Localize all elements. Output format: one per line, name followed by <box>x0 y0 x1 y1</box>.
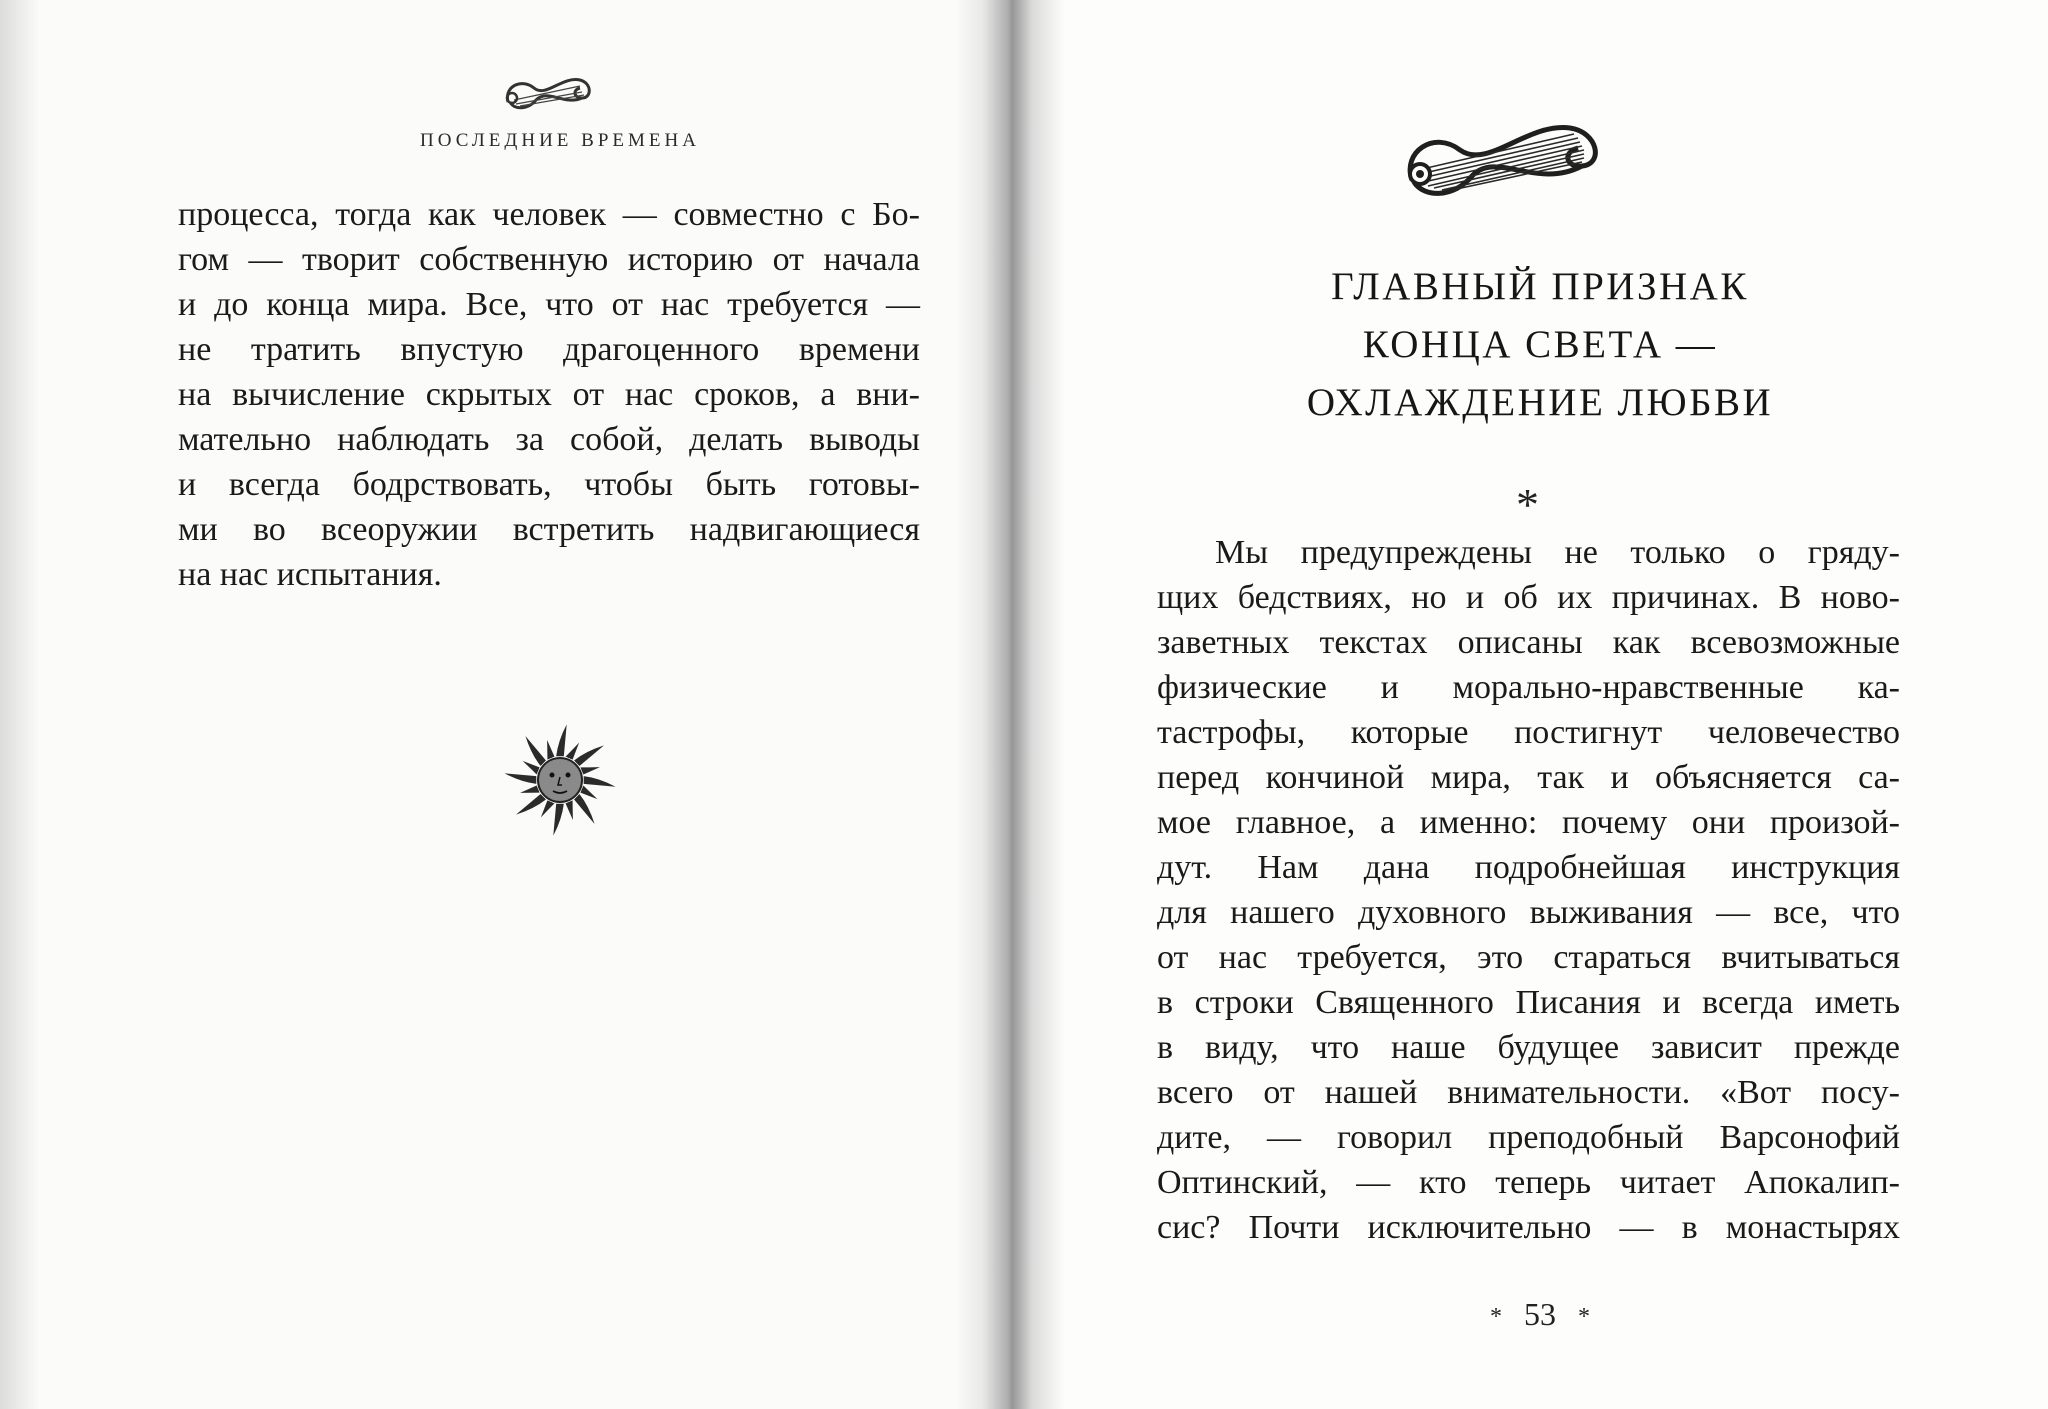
right-body-text <box>1157 530 1900 1250</box>
chapter-title <box>1240 258 1840 432</box>
section-separator: * <box>1516 479 1539 530</box>
folio-star: * <box>1490 1304 1502 1331</box>
text-line: для нашего духовного выживания — все, что <box>1157 894 1900 931</box>
running-head: ПОСЛЕДНИЕ ВРЕМЕНА <box>420 130 700 151</box>
page-number <box>1440 1296 1640 1333</box>
chapter-title-line: ОХЛАЖДЕНИЕ ЛЮБВИ <box>1306 381 1774 424</box>
text-line: от нас требуется, это стараться вчитываться <box>1157 939 1900 976</box>
page-edge-shadow <box>0 0 40 1409</box>
text-line: Мы предупреждены не только о гряду- <box>1215 534 1900 571</box>
text-line: мательно наблюдать за собой, делать выводы <box>178 421 920 458</box>
text-line: всего от нашей внимательности. «Вот посу- <box>1157 1074 1900 1111</box>
scroll-banner-icon <box>1398 112 1610 204</box>
show-through-left <box>175 545 925 1255</box>
text-line: тастрофы, которые постигнут человечество <box>1157 714 1900 751</box>
text-line: процесса, тогда как человек — совместно с Бо- <box>178 196 920 233</box>
text-line: Оптинский, — кто теперь читает Апокалип- <box>1157 1164 1900 1201</box>
text-line: перед кончиной мира, так и объясняется са- <box>1157 759 1900 796</box>
text-line: в виду, что наше будущее зависит прежде <box>1157 1029 1900 1066</box>
text-line: в строки Священного Писания и всегда иметь <box>1157 984 1900 1021</box>
text-line: щих бедствиях, но и об их причинах. В ново- <box>1157 579 1900 616</box>
text-line: дут. Нам дана подробнейшая инструкция <box>1157 849 1900 886</box>
text-line: сис? Почти исключительно — в монастырях <box>1157 1209 1900 1246</box>
folio-number: 53 <box>1524 1296 1556 1332</box>
book-gutter <box>955 0 1065 1409</box>
text-line: не тратить впустую драгоценного времени <box>178 331 920 368</box>
chapter-title-line: ГЛАВНЫЙ ПРИЗНАК <box>1331 265 1749 308</box>
text-line: на нас испытания. <box>178 556 442 593</box>
text-line: и до конца мира. Все, что от нас требуется — <box>178 286 920 323</box>
text-line: мое главное, а именно: почему они произой- <box>1157 804 1900 841</box>
text-line: дите, — говорил преподобный Варсонофий <box>1157 1119 1900 1156</box>
text-line: на вычисление скрытых от нас сроков, а вни- <box>178 376 920 413</box>
text-line: ми во всеоружии встретить надвигающиеся <box>178 511 920 548</box>
left-body-text <box>178 192 920 597</box>
sun-face-icon <box>500 720 620 840</box>
chapter-title-line: КОНЦА СВЕТА — <box>1362 323 1718 366</box>
folio-star: * <box>1578 1304 1590 1331</box>
scroll-ornament-icon <box>500 72 596 116</box>
text-line: физические и морально-нравственные ка- <box>1157 669 1900 706</box>
text-line: заветных текстах описаны как всевозможные <box>1157 624 1900 661</box>
text-line: гом — творит собственную историю от начала <box>178 241 920 278</box>
text-line: и всегда бодрствовать, чтобы быть готовы- <box>178 466 920 503</box>
